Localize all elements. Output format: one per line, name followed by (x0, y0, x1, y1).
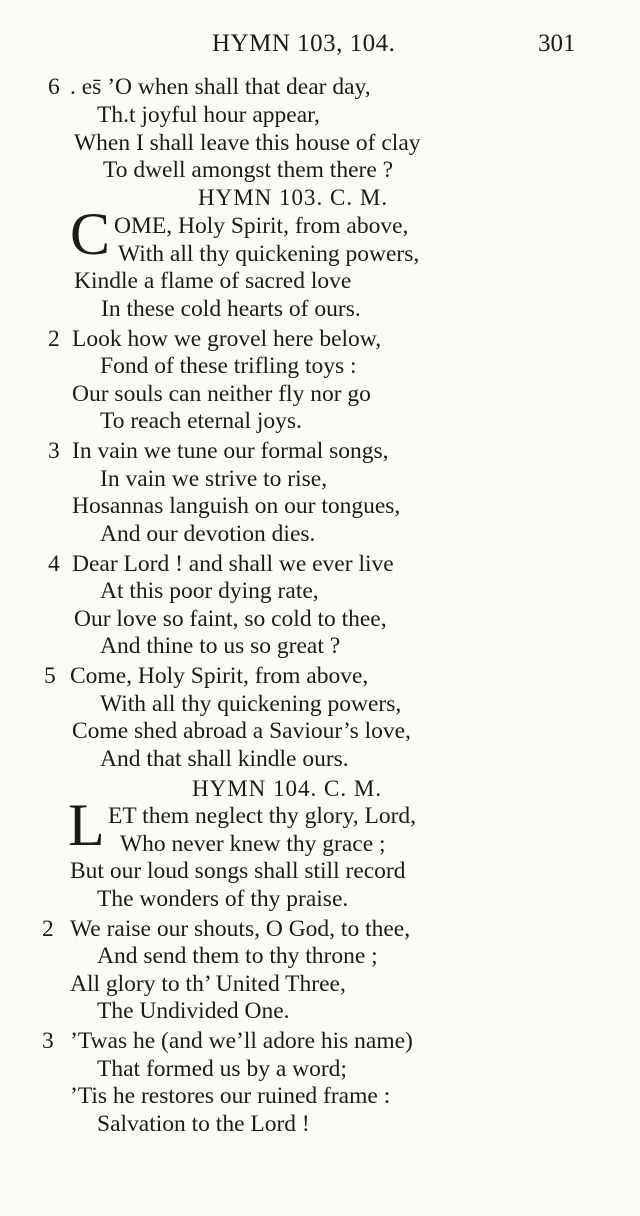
verse-line: Our souls can neither fly nor go (72, 381, 371, 407)
hymn-title: HYMN 104. C. M. (192, 776, 383, 801)
hymn-title: HYMN 103. C. M. (198, 185, 389, 210)
verse-line: Come, Holy Spirit, from above, (70, 663, 369, 689)
verse-number: 2 (48, 326, 60, 352)
verse-line: To reach eternal joys. (100, 408, 302, 434)
verse-line: ET them neglect thy glory, Lord, (108, 803, 417, 829)
verse-number: 2 (42, 916, 54, 942)
verse-number: 3 (42, 1028, 54, 1054)
drop-cap: L (68, 792, 105, 858)
verse-line: Fond of these trifling toys : (100, 353, 357, 379)
verse-number: 4 (48, 551, 60, 577)
verse-line: Our love so faint, so cold to thee, (74, 606, 387, 632)
verse-line: But our loud songs shall still record (70, 858, 406, 884)
verse-line: With all thy quickening powers, (100, 691, 402, 717)
verse-line: Th.t joyful hour appear, (97, 102, 320, 128)
verse-line: The Undivided One. (97, 998, 290, 1024)
verse-line: Dear Lord ! and shall we ever live (72, 551, 394, 577)
verse-line: The wonders of thy praise. (97, 886, 349, 912)
verse-line: Salvation to the Lord ! (97, 1111, 310, 1137)
verse-number: 3 (48, 438, 60, 464)
verse-line: In vain we strive to rise, (100, 466, 328, 492)
verse-line: Hosannas languish on our tongues, (72, 493, 401, 519)
verse-line: Who never knew thy grace ; (120, 831, 386, 857)
verse-number: 5 (44, 663, 56, 689)
verse-line: We raise our shouts, O God, to thee, (70, 916, 411, 942)
page-number: 301 (538, 30, 576, 57)
verse-line: . es̄ ’O when shall that dear day, (70, 74, 371, 100)
verse-line: Come shed abroad a Saviour’s love, (72, 718, 411, 744)
verse-line: All glory to th’ United Three, (70, 971, 346, 997)
verse-line: Kindle a flame of sacred love (74, 268, 352, 294)
verse-line: And that shall kindle ours. (100, 746, 349, 772)
verse-line: With all thy quickening powers, (118, 241, 420, 267)
verse-line: ’Twas he (and we’ll adore his name) (70, 1028, 413, 1054)
verse-line: ’Tis he restores our ruined frame : (70, 1083, 391, 1109)
running-head (0, 30, 640, 70)
verse-line: And our devotion dies. (100, 521, 316, 547)
verse-line: When I shall leave this house of clay (74, 130, 421, 156)
verse-line: OME, Holy Spirit, from above, (114, 213, 409, 239)
verse-number: 6 (48, 74, 60, 100)
verse-line: In vain we tune our formal songs, (72, 438, 389, 464)
verse-line: At this poor dying rate, (100, 578, 319, 604)
verse-line: That formed us by a word; (97, 1056, 347, 1082)
verse-line: And thine to us so great ? (100, 633, 341, 659)
verse-line: Look how we grovel here below, (72, 326, 382, 352)
running-title: HYMN 103, 104. (212, 30, 396, 57)
drop-cap: C (70, 201, 111, 267)
verse-line: In these cold hearts of ours. (101, 296, 361, 322)
verse-line: And send them to thy throne ; (97, 943, 378, 969)
verse-line: To dwell amongst them there ? (103, 157, 394, 183)
